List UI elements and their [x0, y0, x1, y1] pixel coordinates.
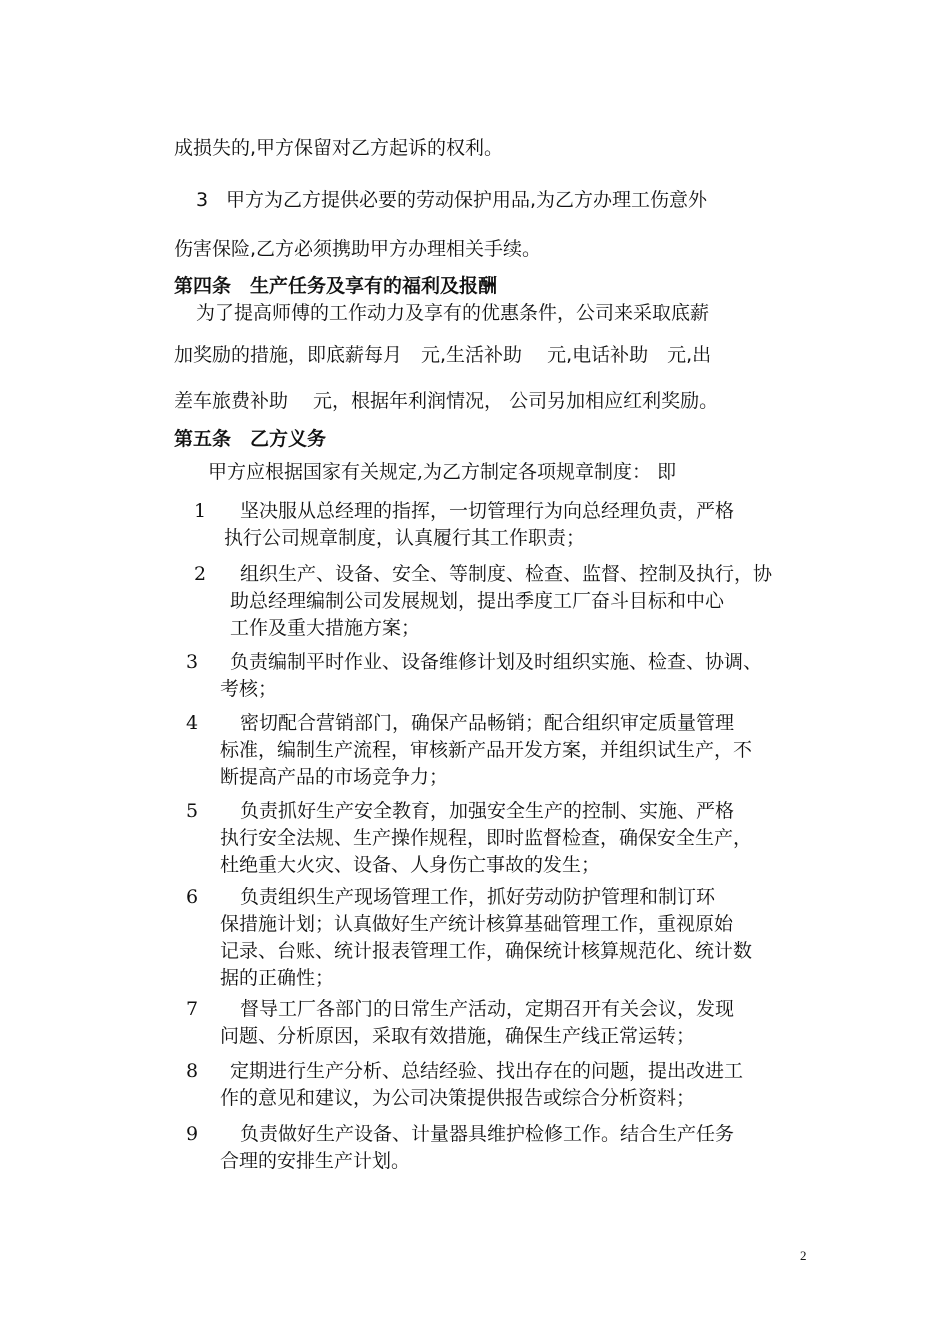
article-4-line-2: 加奖励的措施，即底薪每月 元,生活补助 元,电话补助 元,出	[174, 344, 712, 366]
list-item-line: 负责做好生产设备、计量器具维护检修工作。结合生产任务	[240, 1123, 735, 1145]
list-item-line: 合理的安排生产计划。	[220, 1150, 411, 1172]
paragraph-continuation: 成损失的,甲方保留对乙方起诉的权利。	[174, 137, 504, 159]
list-item-line: 考核；	[220, 678, 278, 700]
list-item-number: 4	[186, 712, 199, 734]
list-item-line: 杜绝重大火灾、设备、人身伤亡事故的发生；	[220, 854, 601, 876]
list-item-line: 密切配合营销部门，确保产品畅销；配合组织审定质量管理	[240, 712, 735, 734]
article-4-line-1: 为了提高师傅的工作动力及享有的优惠条件，公司来采取底薪	[196, 302, 710, 324]
list-item-number: 2	[194, 563, 207, 585]
list-item-number: 7	[186, 998, 199, 1020]
list-item-line: 标准，编制生产流程，审核新产品开发方案，并组织试生产，不	[220, 739, 753, 761]
list-item-line: 负责编制平时作业、设备维修计划及时组织实施、检查、协调、	[230, 651, 763, 673]
article-5-heading: 第五条 乙方义务	[174, 428, 327, 450]
list-item-line: 记录、台账、统计报表管理工作，确保统计核算规范化、统计数	[220, 940, 753, 962]
list-item-line: 组织生产、设备、安全、等制度、检查、监督、控制及执行，协	[240, 563, 773, 585]
list-item-line: 据的正确性；	[220, 967, 335, 989]
list-item-line: 助总经理编制公司发展规划，提出季度工厂奋斗目标和中心	[230, 590, 725, 612]
article-4-heading: 第四条 生产任务及享有的福利及报酬	[174, 275, 498, 297]
page-number: 2	[800, 1248, 807, 1263]
list-item-line: 断提高产品的市场竞争力；	[220, 766, 449, 788]
paragraph-3-line-1: 甲方为乙方提供必要的劳动保护用品,为乙方办理工伤意外	[226, 189, 708, 211]
list-item-line: 保措施计划；认真做好生产统计核算基础管理工作，重视原始	[220, 913, 734, 935]
list-item-line: 执行安全法规、生产操作规程，即时监督检查，确保安全生产，	[220, 827, 753, 849]
list-item-number: 9	[186, 1123, 199, 1145]
list-item-line: 督导工厂各部门的日常生产活动，定期召开有关会议，发现	[240, 998, 735, 1020]
list-item-number: 1	[194, 500, 207, 522]
list-item-line: 负责抓好生产安全教育，加强安全生产的控制、实施、严格	[240, 800, 735, 822]
list-item-number: 3	[186, 651, 199, 673]
list-item-line: 执行公司规章制度，认真履行其工作职责；	[224, 527, 586, 549]
list-item-line: 作的意见和建议，为公司决策提供报告或综合分析资料；	[220, 1087, 696, 1109]
list-item-number: 8	[186, 1060, 199, 1082]
list-item-line: 问题、分析原因，采取有效措施，确保生产线正常运转；	[220, 1025, 696, 1047]
article-4-line-3: 差车旅费补助 元，根据年利润情况， 公司另加相应红利奖励。	[174, 390, 719, 412]
list-item-line: 定期进行生产分析、总结经验、找出存在的问题，提出改进工	[230, 1060, 744, 1082]
list-item-number: 6	[186, 886, 199, 908]
list-item-line: 坚决服从总经理的指挥，一切管理行为向总经理负责，严格	[240, 500, 735, 522]
paragraph-3-number: 3	[196, 189, 209, 211]
article-5-intro: 甲方应根据国家有关规定,为乙方制定各项规章制度： 即	[208, 461, 677, 483]
list-item-number: 5	[186, 800, 199, 822]
list-item-line: 工作及重大措施方案；	[230, 617, 421, 639]
list-item-line: 负责组织生产现场管理工作，抓好劳动防护管理和制订环	[240, 886, 716, 908]
paragraph-3-line-2: 伤害保险,乙方必须携助甲方办理相关手续。	[174, 238, 542, 260]
